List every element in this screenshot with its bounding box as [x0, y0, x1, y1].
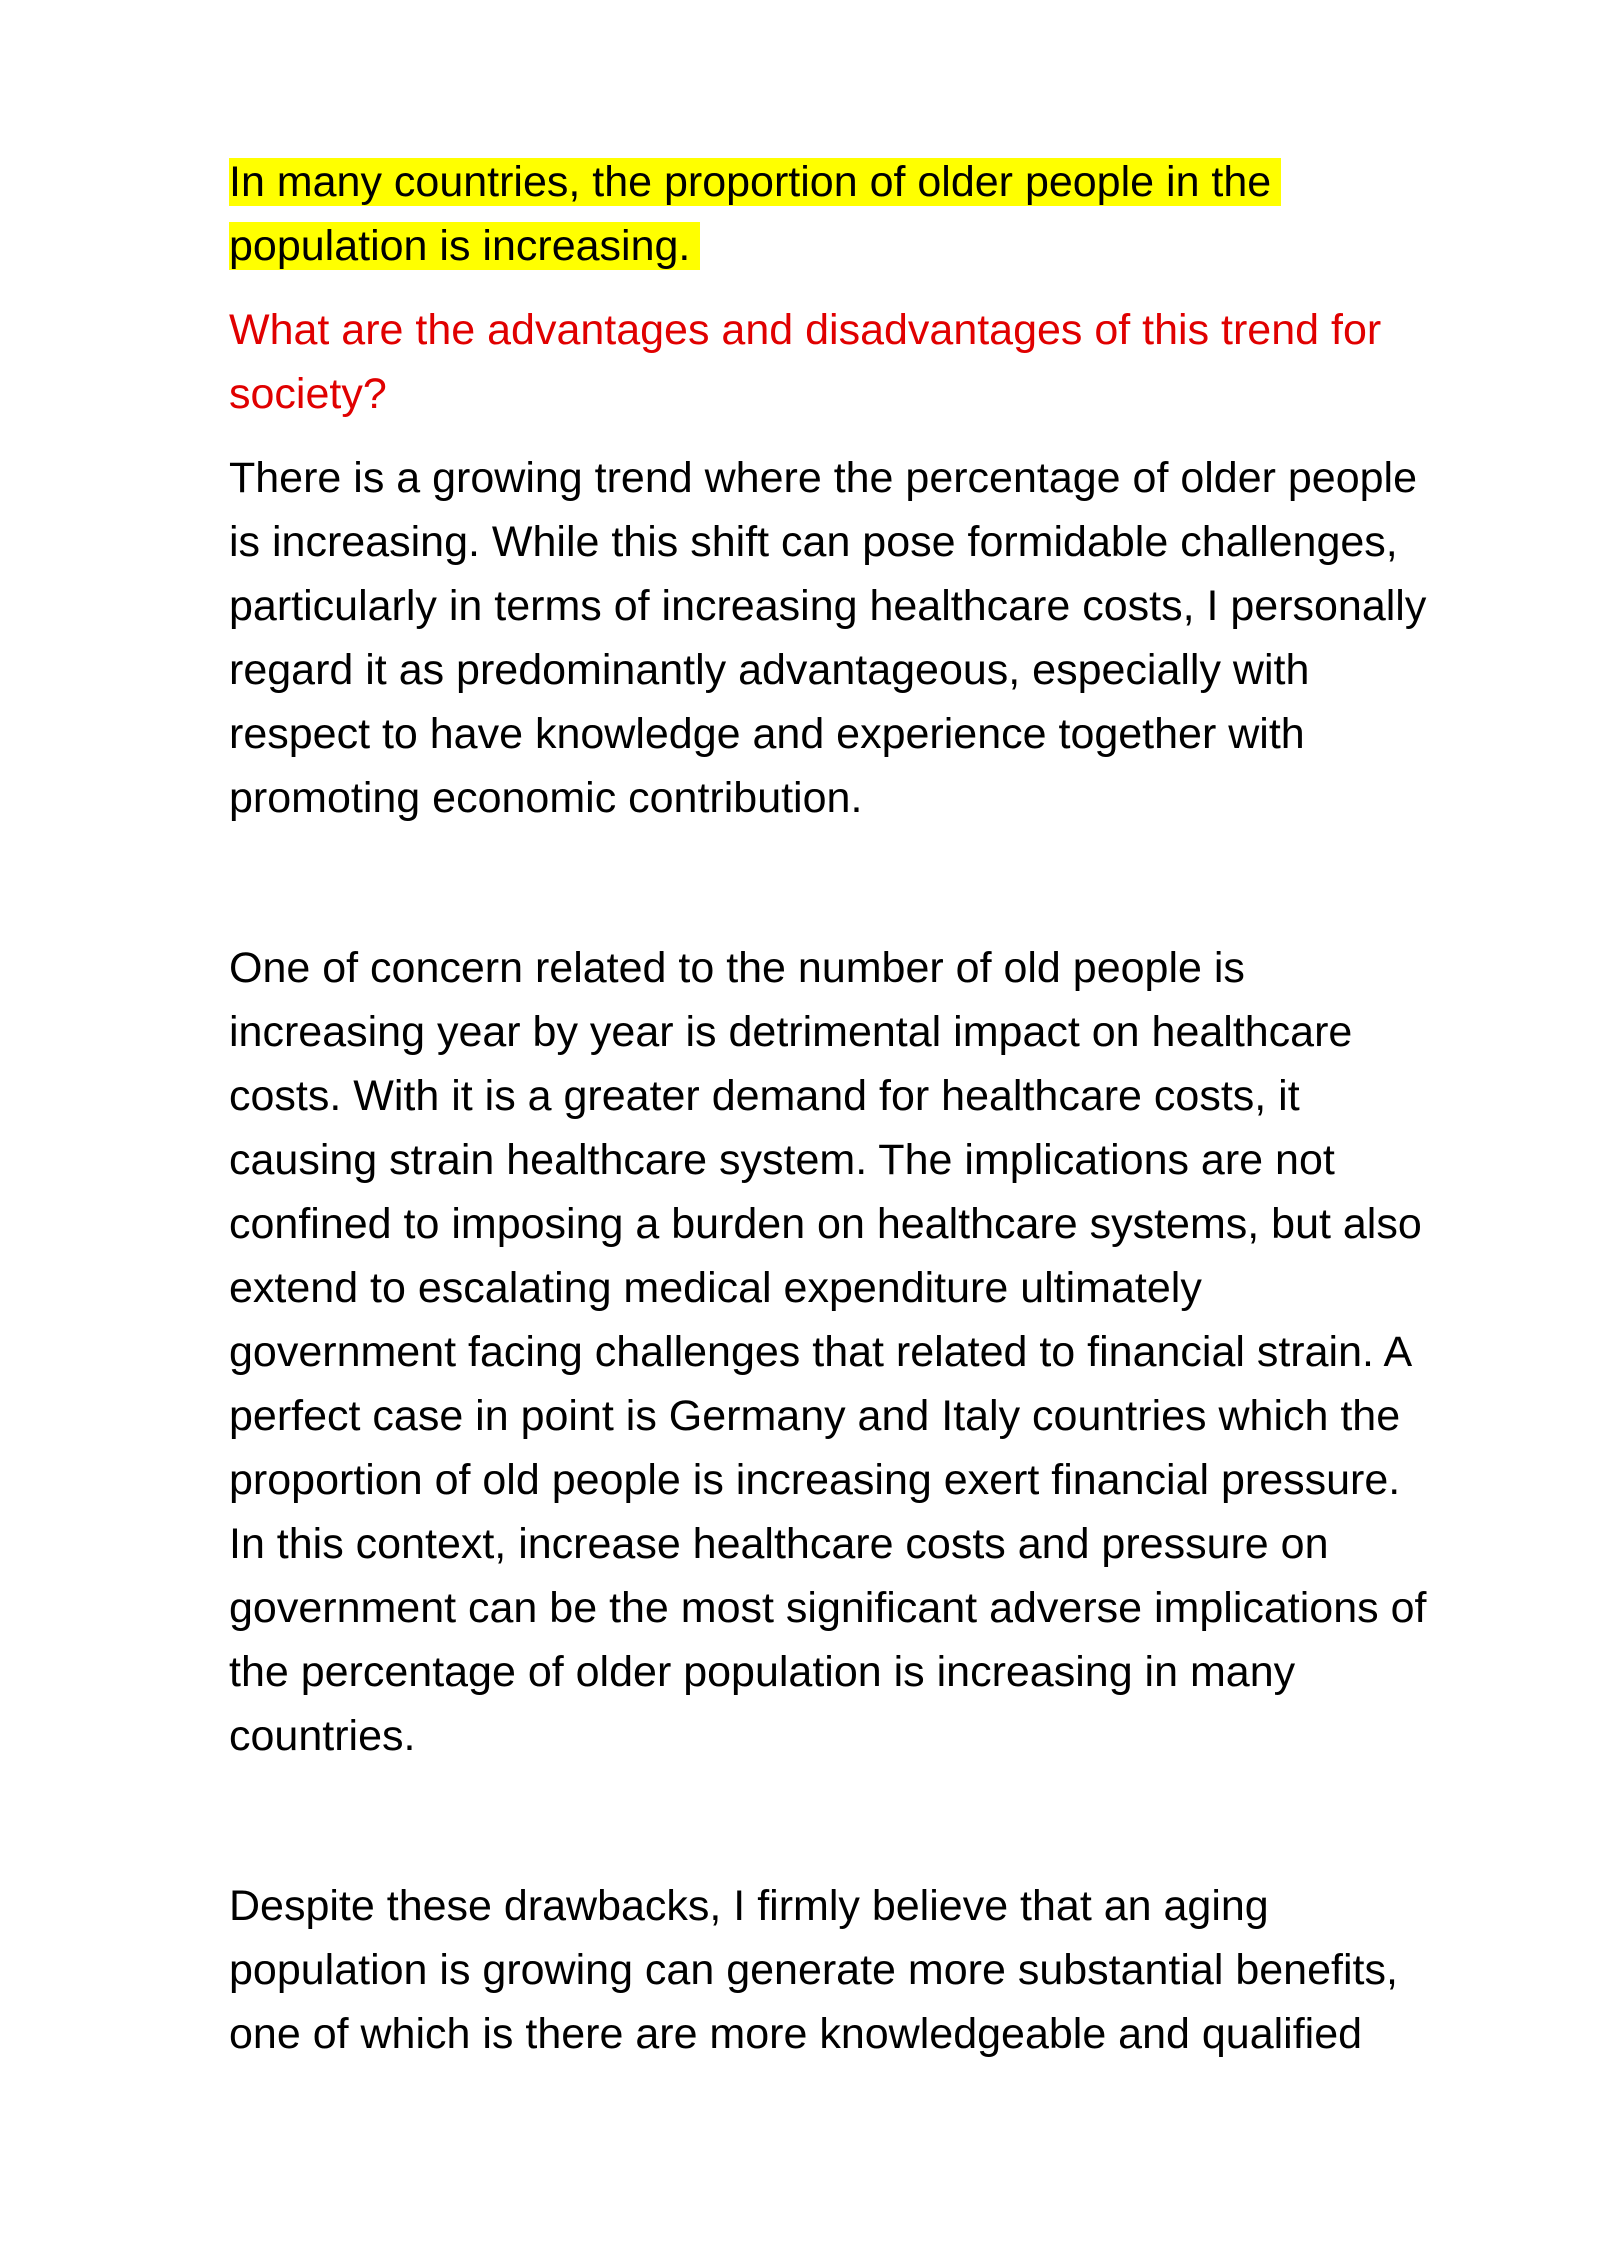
paragraph-line: One of concern related to the number of old people is	[229, 944, 1245, 992]
paragraph-line: There is a growing trend where the percentage of older people	[229, 454, 1418, 502]
document-page	[229, 150, 1529, 2066]
question-line: What are the advantages and disadvantages of this trend for	[229, 306, 1382, 354]
paragraph-line: government facing challenges that related to financial strain. A	[229, 1328, 1413, 1376]
paragraph-line: countries.	[229, 1712, 416, 1760]
body-paragraph-advantages	[229, 1874, 1529, 2066]
paragraph-line: regard it as predominantly advantageous, especially with	[229, 646, 1310, 694]
essay-question	[229, 298, 1529, 426]
highlighted-prompt-line: In many countries, the proportion of older people in the	[229, 158, 1281, 206]
paragraph-line: one of which is there are more knowledgeable and qualified	[229, 2010, 1363, 2058]
paragraph-line: causing strain healthcare system. The implications are not	[229, 1136, 1335, 1184]
paragraph-line: increasing year by year is detrimental impact on healthcare	[229, 1008, 1353, 1056]
paragraph-line: proportion of old people is increasing exert financial pressure.	[229, 1456, 1401, 1504]
question-line: society?	[229, 370, 387, 418]
body-paragraph-disadvantages	[229, 936, 1529, 1768]
paragraph-line: Despite these drawbacks, I firmly believe that an aging	[229, 1882, 1269, 1930]
paragraph-line: is increasing. While this shift can pose formidable challenges,	[229, 518, 1398, 566]
paragraph-line: In this context, increase healthcare costs and pressure on	[229, 1520, 1329, 1568]
paragraph-line: costs. With it is a greater demand for healthcare costs, it	[229, 1072, 1300, 1120]
paragraph-line: particularly in terms of increasing healthcare costs, I personally	[229, 582, 1427, 630]
highlighted-prompt-line: population is increasing.	[229, 222, 700, 270]
paragraph-line: promoting economic contribution.	[229, 774, 863, 822]
paragraph-line: confined to imposing a burden on healthcare systems, but also	[229, 1200, 1422, 1248]
paragraph-line: extend to escalating medical expenditure ultimately	[229, 1264, 1202, 1312]
essay-prompt	[229, 150, 1529, 278]
paragraph-line: government can be the most significant adverse implications of	[229, 1584, 1427, 1632]
paragraph-line: the percentage of older population is increasing in many	[229, 1648, 1296, 1696]
paragraph-line: population is growing can generate more substantial benefits,	[229, 1946, 1398, 1994]
paragraph-line: respect to have knowledge and experience together with	[229, 710, 1305, 758]
introduction-paragraph	[229, 446, 1529, 830]
paragraph-line: perfect case in point is Germany and Italy countries which the	[229, 1392, 1401, 1440]
